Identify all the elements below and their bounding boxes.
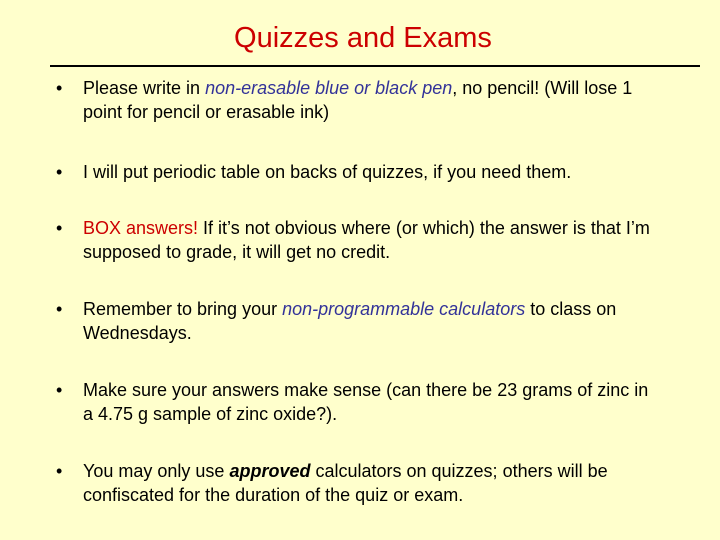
text-run: Make sure your answers make sense (can there be 23 grams of zinc in a 4.75 g sample of zinc oxide?). (83, 380, 649, 424)
bullet-item-pen (56, 76, 656, 124)
text-run: BOX answers! (83, 218, 199, 238)
title-underline (50, 65, 700, 67)
text-run: non-erasable blue or black pen (205, 78, 453, 98)
text-run: You may only use (83, 461, 230, 481)
bullet-marker: • (56, 299, 63, 319)
bullet-marker: • (56, 380, 63, 400)
text-run: calculators on quizzes; others will be confiscated for the duration of the quiz or exam. (83, 461, 608, 505)
text-run: I will put periodic table on backs of quizzes, if you need them. (83, 162, 572, 182)
bullet-text (83, 160, 656, 184)
bullet-text (83, 216, 656, 264)
bullet-item-calculators (56, 297, 656, 345)
bullet-text (83, 459, 656, 507)
text-run: to class on Wednesdays. (83, 299, 617, 343)
bullet-marker: • (56, 162, 63, 182)
bullet-text (83, 378, 656, 426)
bullet-marker: • (56, 461, 63, 481)
text-run: Remember to bring your (83, 299, 283, 319)
bullet-marker: • (56, 78, 63, 98)
text-run: , no pencil! (Will lose 1 point for pencil or erasable ink) (83, 78, 633, 122)
bullet-item-box-answers (56, 216, 656, 264)
text-run: approved (229, 461, 311, 481)
slide-title: Quizzes and Exams (234, 22, 492, 54)
bullet-item-answers-sense (56, 378, 656, 426)
bullet-text (83, 297, 656, 345)
bullet-marker: • (56, 218, 63, 238)
text-run: non-programmable calculators (282, 299, 526, 319)
text-run: If it’s not obvious where (or which) the answer is that I’m supposed to grade, it will get no credit. (83, 218, 650, 262)
bullet-item-periodic-table (56, 160, 656, 184)
text-run: Please write in (83, 78, 206, 98)
bullet-text (83, 76, 656, 124)
bullet-item-approved-calculators (56, 459, 656, 507)
